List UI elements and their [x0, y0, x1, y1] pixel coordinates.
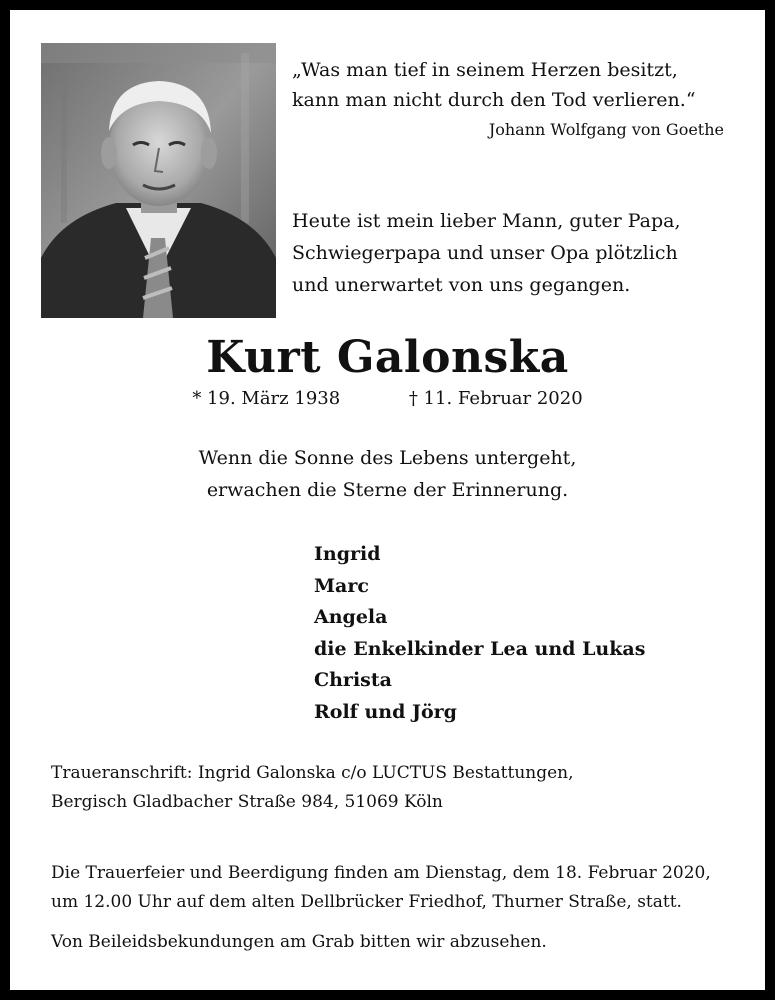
- motto-line: erwachen die Sterne der Erinnerung.: [206, 479, 569, 501]
- quote-line: „Was man tief in seinem Herzen besitzt,: [292, 59, 678, 81]
- mourning-address: [51, 759, 751, 817]
- life-dates: * 19. März 1938 † 11. Februar 2020: [192, 388, 583, 409]
- announcement-line: Schwiegerpapa und unser Opa plötzlich: [292, 242, 678, 264]
- mourner-name: Marc: [314, 574, 369, 597]
- mourners-list: [314, 539, 754, 728]
- mourner-name: Angela: [314, 606, 388, 628]
- mourner-name: Christa: [314, 669, 392, 691]
- quote-author: Johann Wolfgang von Goethe: [488, 120, 724, 139]
- address-line: Bergisch Gladbacher Straße 984, 51069 Köln: [51, 792, 443, 812]
- service-line: um 12.00 Uhr auf dem alten Dellbrücker Friedhof, Thurner Straße, statt.: [51, 892, 682, 912]
- goethe-quote: [292, 55, 732, 115]
- announcement-line: und unerwartet von uns gegangen.: [292, 274, 631, 296]
- mourner-name: die Enkelkinder Lea und Lukas: [314, 637, 646, 660]
- memorial-motto: [10, 442, 765, 506]
- mourner-name: Ingrid: [314, 543, 381, 565]
- service-line: Die Trauerfeier und Beerdigung finden am Dienstag, dem 18. Februar 2020,: [51, 863, 711, 883]
- address-line: Traueranschrift: Ingrid Galonska c/o LUCTUS Bestattungen,: [51, 763, 574, 783]
- motto-line: Wenn die Sonne des Lebens untergeht,: [198, 447, 577, 469]
- death-announcement: [292, 205, 732, 301]
- funeral-service-info: [51, 859, 751, 917]
- condolence-note: Von Beileidsbekundungen am Grab bitten wir abzusehen.: [51, 932, 547, 952]
- deceased-name: Kurt Galonska: [206, 332, 569, 383]
- portrait-photo: [41, 43, 276, 318]
- quote-line: kann man nicht durch den Tod verlieren.“: [292, 89, 696, 111]
- mourner-name: Rolf und Jörg: [314, 700, 457, 723]
- announcement-line: Heute ist mein lieber Mann, guter Papa,: [292, 210, 681, 232]
